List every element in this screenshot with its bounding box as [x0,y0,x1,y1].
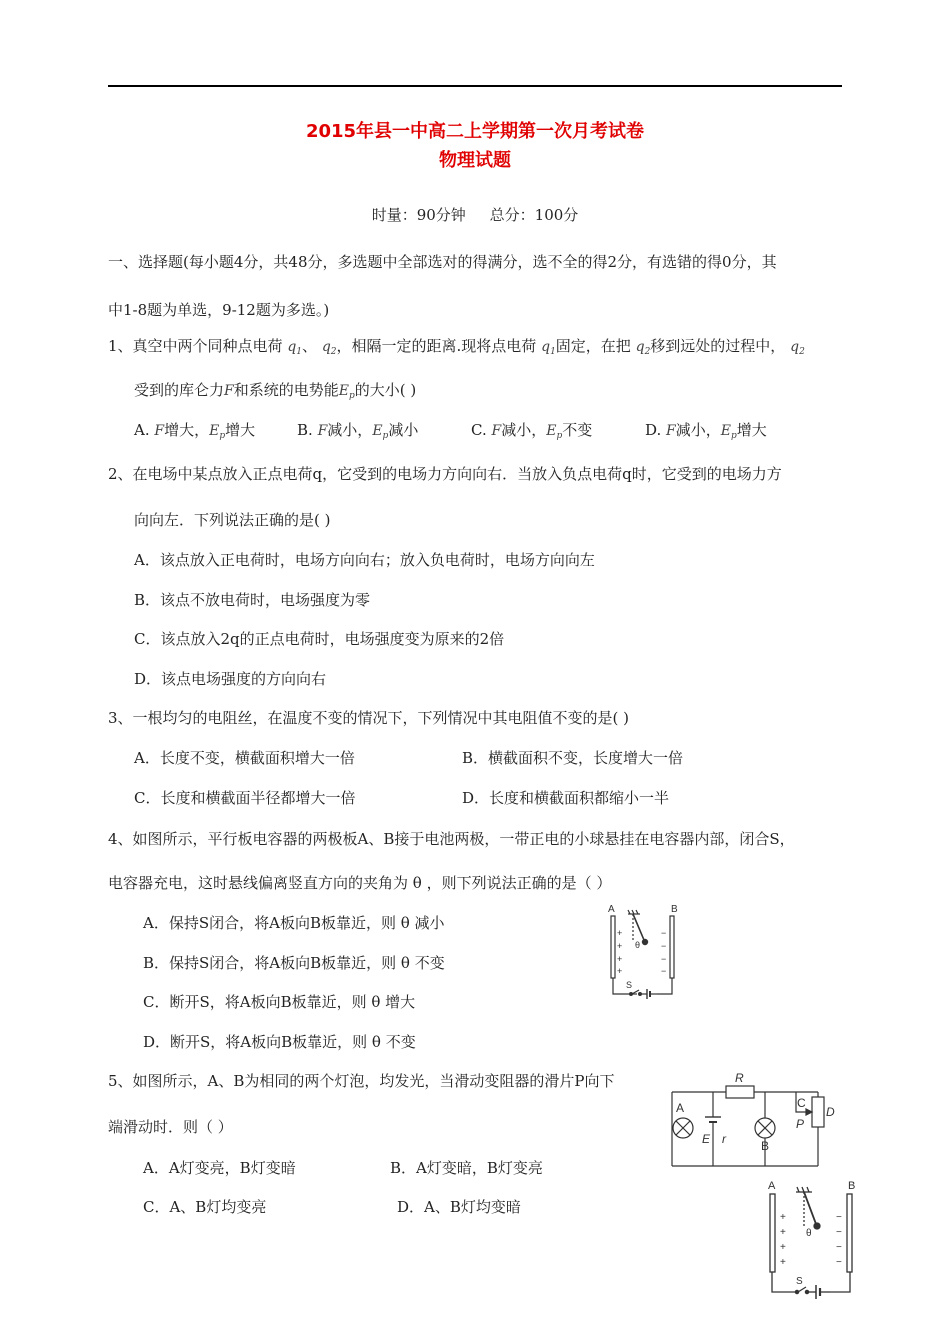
q4-option-b: B．保持S闭合，将A板向B板靠近，则 θ 不变 [143,954,445,972]
q3-option-a: A．长度不变，横截面积增大一倍 [134,749,355,767]
q2-option-a: A．该点放入正电荷时，电场方向向右；放入负电荷时，电场方向向左 [134,551,595,569]
capacitor-diagram-large [760,1178,870,1304]
exam-meta: 时量：90分钟 总分：100分 [371,206,579,224]
svg-text:−: − [661,941,667,951]
svg-text:+: + [617,928,623,938]
svg-text:−: − [661,966,667,976]
q4-option-a: A．保持S闭合，将A板向B板靠近，则 θ 减小 [143,914,445,932]
lamp-b-label: B [761,1139,770,1153]
svg-text:+: + [780,1227,786,1238]
q5-option-d: D．A、B灯均变暗 [397,1198,521,1216]
q1-option-c: C. F减小，$E_p$不变 [471,421,593,441]
plate-a [611,916,615,978]
q4-stem-line2: 电容器充电，这时悬线偏离竖直方向的夹角为 θ ，则下列说法正确的是（ ） [108,874,612,892]
plate-a-large [770,1194,775,1272]
svg-text:−: − [836,1242,842,1253]
q5-option-a: A．A灯变亮，B灯变暗 [143,1159,296,1177]
plate-a-label: A [608,904,615,915]
svg-text:−: − [661,954,667,964]
resistor-label: R [735,1071,744,1085]
svg-text:+: + [780,1242,786,1253]
q1-symbol: $q_1$ [541,339,556,357]
q1-option-b: B. F减小，$E_p$减小 [297,421,419,441]
section-instructions-2: 中1-8题为单选，9-12题为多选。) [108,301,330,319]
lamp-a-label: A [676,1101,685,1115]
resistor-r [726,1086,754,1098]
slider-p-label: P [796,1117,805,1131]
q5-stem-line1: 5、如图所示，A、B为相同的两个灯泡，均发光，当滑动变阻器的滑片P向下 [108,1072,615,1090]
rheostat-d-label: D [826,1105,835,1119]
svg-text:+: + [617,954,623,964]
emf-label: E [702,1132,711,1146]
q2-symbol: $q_2$ [635,339,651,357]
q2-option-c: C．该点放入2q的正点电荷时，电场强度变为原来的2倍 [134,630,505,648]
q1-text: 、 [302,337,318,355]
switch-label: S [626,980,633,990]
circuit-diagram [658,1068,848,1173]
q4-stem-line1: 4、如图所示，平行板电容器的两极板A、B接于电池两极，一带正电的小球悬挂在电容器内部，闭合S， [108,830,795,848]
header-rule [108,85,842,87]
rheostat-d [812,1097,824,1127]
q1-text: 固定，在把 [555,337,631,355]
q2-option-b: B．该点不放电荷时，电场强度为零 [134,591,371,609]
q1-stem-line1 [108,336,805,362]
plate-b-label-large: B [848,1180,856,1192]
plate-b [670,916,674,978]
capacitor-diagram [595,900,695,1005]
svg-text:+: + [780,1212,786,1223]
exam-subtitle: 物理试题 [439,150,511,171]
plate-b-large [847,1194,852,1272]
svg-text:−: − [836,1212,842,1223]
q4-option-c: C．断开S，将A板向B板靠近，则 θ 增大 [143,993,416,1011]
svg-text:+: + [617,941,623,951]
q3-option-d: D．长度和横截面积都缩小一半 [462,789,670,807]
internal-r-label: r [722,1132,726,1146]
q1-text: 移到远处的过程中， [650,337,786,355]
q1-option-d: D. F减小，$E_p$增大 [645,421,767,441]
q1-text: ，相隔一定的距离.现将点电荷 [336,337,537,355]
q3-option-b: B．横截面积不变，长度增大一倍 [462,749,684,767]
svg-text:+: + [617,966,623,976]
q2-option-d: D．该点电场强度的方向向右 [134,670,327,688]
q1-text: 1、真空中两个同种点电荷 [108,337,283,355]
q5-option-c: C．A、B灯均变亮 [143,1198,267,1216]
q5-option-b: B．A灯变暗，B灯变亮 [390,1159,543,1177]
q2-stem-line1: 2、在电场中某点放入正点电荷q，它受到的电场力方向向右．当放入负点电荷q时，它受到的电场力方 [108,465,782,483]
svg-text:−: − [836,1257,842,1268]
plate-a-label-large: A [768,1180,776,1192]
q1-option-a: A. F增大，$E_p$增大 [134,421,256,441]
svg-text:−: − [661,928,667,938]
svg-text:+: + [780,1257,786,1268]
force-symbol: F [224,383,234,399]
q3-option-c: C．长度和横截面半径都增大一倍 [134,789,356,807]
theta-label: θ [635,940,641,950]
q2-symbol: $q_2$ [790,339,805,357]
switch-label-large: S [796,1276,803,1287]
svg-text:−: − [836,1227,842,1238]
q2-symbol: $q_2$ [321,339,337,357]
plate-b-label: B [671,904,678,915]
q4-option-d: D．断开S，将A板向B板靠近，则 θ 不变 [143,1033,416,1051]
q5-stem-line2: 端滑动时．则（ ） [108,1118,233,1136]
rheostat-c-label: C [797,1096,806,1110]
q1-stem-line2: 受到的库仑力F和系统的电势能$E_p$的大小( ) [134,381,417,401]
theta-label-large: θ [806,1228,812,1239]
q1-symbol: $q_1$ [287,339,303,357]
energy-symbol: $E_p$ [338,383,355,401]
section-instructions-1: 一、选择题(每小题4分，共48分，多选题中全部选对的得满分，选不全的得2分，有选错的得0分，其 [108,253,777,271]
q2-stem-line2: 向向左．下列说法正确的是( ) [134,511,331,529]
exam-title: 2015年县一中高二上学期第一次月考试卷 [305,121,645,142]
q3-stem: 3、一根均匀的电阻丝，在温度不变的情况下，下列情况中其电阻值不变的是( ) [108,709,630,727]
